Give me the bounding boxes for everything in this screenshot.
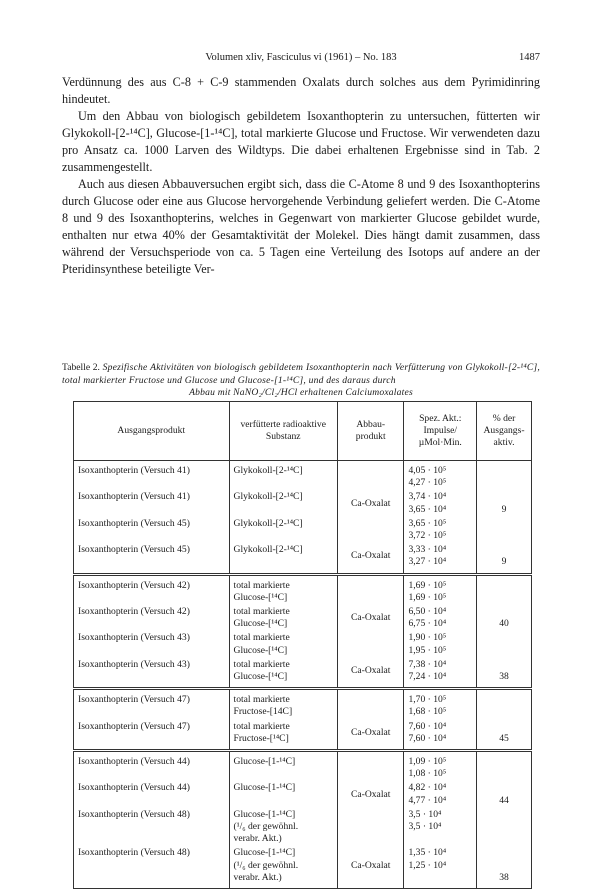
- substance-line: Glucose-[¹⁴C]: [233, 618, 288, 630]
- table-row: [74, 604, 532, 630]
- cell-percent: 40: [477, 604, 532, 630]
- header-percent: % der Ausgangs-aktiv.: [477, 402, 532, 461]
- cell-degradation: Ca-Oxalat: [337, 719, 403, 751]
- substance-line: Glucose-[1-¹⁴C]: [233, 847, 296, 859]
- cell-substance: [229, 630, 337, 656]
- cell-activity: [404, 542, 477, 574]
- cell-substance: [229, 604, 337, 630]
- cell-activity: [404, 807, 477, 846]
- substance-line: verabr. Akt.): [233, 871, 282, 883]
- activity-value: 7,60 · 10⁴: [408, 720, 447, 732]
- table-row: [74, 574, 532, 604]
- substance-line: Glucose-[¹⁴C]: [233, 671, 288, 683]
- cell-percent: 44: [477, 780, 532, 806]
- cell-percent: [477, 689, 532, 719]
- activity-value: 1,25 · 10⁴: [408, 859, 447, 871]
- table-row: [74, 489, 532, 515]
- cell-product: Isoxanthopterin (Versuch 43): [74, 630, 230, 656]
- activity-value: 1,69 · 10⁵: [408, 591, 447, 603]
- cell-percent: 38: [477, 845, 532, 888]
- activity-value: 3,65 · 10⁴: [408, 503, 447, 515]
- activity-value: 4,05 · 10⁵: [408, 465, 447, 476]
- activity-value: 6,75 · 10⁴: [408, 618, 447, 630]
- substance-line: Glykokoll-[2-¹⁴C]: [233, 544, 303, 556]
- table-group: [74, 751, 532, 889]
- cell-substance: [229, 574, 337, 604]
- cell-activity: [404, 751, 477, 781]
- substance-line: Glucose-[¹⁴C]: [233, 591, 288, 603]
- cell-product: Isoxanthopterin (Versuch 44): [74, 780, 230, 806]
- cell-degradation: [337, 689, 403, 719]
- activity-value: 1,70 · 10⁵: [408, 694, 447, 706]
- activity-value: 1,09 · 10⁵: [408, 756, 447, 768]
- cell-percent: [477, 516, 532, 542]
- cell-activity: [404, 461, 477, 490]
- cell-percent: 38: [477, 657, 532, 689]
- cell-substance: [229, 689, 337, 719]
- activity-value: 7,38 · 10⁴: [408, 658, 447, 670]
- substance-line: verabr. Akt.): [233, 833, 282, 845]
- cell-activity: [404, 574, 477, 604]
- activity-value: 1,35 · 10⁴: [408, 847, 447, 859]
- cell-degradation: Ca-Oxalat: [337, 845, 403, 888]
- cell-substance: [229, 845, 337, 888]
- activity-value: 3,27 · 10⁴: [408, 556, 447, 568]
- activity-value: 1,08 · 10⁵: [408, 768, 447, 780]
- page-number: 1487: [519, 52, 540, 63]
- table-row: [74, 807, 532, 846]
- table-group: [74, 689, 532, 751]
- substance-line: total markierte: [233, 694, 290, 706]
- cell-product: Isoxanthopterin (Versuch 42): [74, 604, 230, 630]
- cell-product: Isoxanthopterin (Versuch 41): [74, 489, 230, 515]
- cell-substance: [229, 461, 337, 490]
- substance-line: total markierte: [233, 632, 290, 644]
- substance-line: total markierte: [233, 606, 290, 618]
- substance-line: Glykokoll-[2-¹⁴C]: [233, 517, 303, 529]
- cell-product: Isoxanthopterin (Versuch 48): [74, 845, 230, 888]
- cell-product: Isoxanthopterin (Versuch 42): [74, 574, 230, 604]
- cell-product: Isoxanthopterin (Versuch 43): [74, 657, 230, 689]
- table-caption-text-last: Abbau mit NaNO₂/Cl₂/HCl erhaltenen Calciumoxalates: [189, 387, 413, 398]
- header-degradation: Abbau-produkt: [337, 402, 403, 461]
- table-group: [74, 574, 532, 689]
- cell-product: Isoxanthopterin (Versuch 45): [74, 516, 230, 542]
- substance-line: Glucose-[1-¹⁴C]: [233, 782, 296, 794]
- cell-degradation: [337, 751, 403, 781]
- cell-activity: [404, 489, 477, 515]
- substance-line: Glucose-[1-¹⁴C]: [233, 808, 296, 820]
- cell-percent: [477, 630, 532, 656]
- cell-degradation: [337, 516, 403, 542]
- cell-degradation: [337, 807, 403, 846]
- activity-value: 7,60 · 10⁴: [408, 732, 447, 744]
- cell-activity: [404, 657, 477, 689]
- substance-line: total markierte: [233, 579, 290, 591]
- substance-line: Fructose-[14C]: [233, 706, 293, 718]
- table-caption: [62, 362, 540, 400]
- activity-value: 7,24 · 10⁴: [408, 671, 447, 683]
- cell-product: Isoxanthopterin (Versuch 45): [74, 542, 230, 574]
- activity-value: 6,50 · 10⁴: [408, 606, 447, 618]
- cell-substance: [229, 719, 337, 751]
- activity-value: 1,68 · 10⁵: [408, 706, 447, 718]
- cell-activity: [404, 689, 477, 719]
- table-row: [74, 845, 532, 888]
- activity-value: 3,5 · 10⁴: [408, 821, 442, 833]
- cell-substance: [229, 807, 337, 846]
- table-row: [74, 751, 532, 781]
- cell-product: Isoxanthopterin (Versuch 44): [74, 751, 230, 781]
- cell-substance: [229, 542, 337, 574]
- cell-activity: [404, 604, 477, 630]
- substance-line: Glykokoll-[2-¹⁴C]: [233, 465, 303, 476]
- table-row: [74, 719, 532, 751]
- activity-value: 4,82 · 10⁴: [408, 782, 447, 794]
- cell-degradation: Ca-Oxalat: [337, 657, 403, 689]
- substance-line: Fructose-[¹⁴C]: [233, 732, 289, 744]
- substance-line: total markierte: [233, 658, 290, 670]
- cell-percent: [477, 461, 532, 490]
- cell-degradation: Ca-Oxalat: [337, 489, 403, 515]
- activity-value: 3,33 · 10⁴: [408, 544, 447, 556]
- cell-percent: [477, 574, 532, 604]
- cell-product: Isoxanthopterin (Versuch 47): [74, 689, 230, 719]
- table-group: [74, 461, 532, 575]
- activity-value: 3,5 · 10⁴: [408, 808, 442, 820]
- running-title: Volumen xliv, Fasciculus vi (1961) – No. 183: [205, 52, 397, 63]
- cell-percent: 45: [477, 719, 532, 751]
- cell-percent: [477, 807, 532, 846]
- activity-value: 3,74 · 10⁴: [408, 491, 447, 503]
- substance-line: total markierte: [233, 720, 290, 732]
- cell-percent: 9: [477, 489, 532, 515]
- table-row: [74, 516, 532, 542]
- cell-substance: [229, 489, 337, 515]
- cell-product: Isoxanthopterin (Versuch 48): [74, 807, 230, 846]
- cell-product: Isoxanthopterin (Versuch 41): [74, 461, 230, 490]
- activity-value: 4,27 · 10⁵: [408, 477, 447, 489]
- substance-line: (¹/₆ der gewöhnl.: [233, 821, 299, 833]
- activity-value: 1,69 · 10⁵: [408, 579, 447, 591]
- substance-line: Glucose-[1-¹⁴C]: [233, 756, 296, 768]
- cell-substance: [229, 751, 337, 781]
- substance-line: Glucose-[¹⁴C]: [233, 644, 288, 656]
- table-row: [74, 542, 532, 574]
- cell-activity: [404, 516, 477, 542]
- activity-value: 1,95 · 10⁵: [408, 644, 447, 656]
- cell-activity: [404, 719, 477, 751]
- cell-substance: [229, 657, 337, 689]
- header-product: Ausgangsprodukt: [74, 402, 230, 461]
- cell-degradation: [337, 574, 403, 604]
- cell-product: Isoxanthopterin (Versuch 47): [74, 719, 230, 751]
- activity-value: 4,77 · 10⁴: [408, 794, 447, 806]
- table-caption-label: Tabelle 2.: [62, 362, 100, 373]
- table-caption-text: Spezifische Aktivitäten von biologisch gebildetem Isoxanthopterin nach Verfütterung von Glykokoll-[2-¹⁴C], total markierter Fructose und Glucose und Glucose-[1-¹⁴C], und des daraus durch: [62, 362, 541, 386]
- cell-activity: [404, 780, 477, 806]
- table-header-row: [74, 402, 532, 461]
- paragraph: Verdünnung des aus C-8 + C-9 stammenden Oxalats durch solches aus dem Pyrimidinring hindeutet.: [62, 75, 540, 106]
- table-row: [74, 657, 532, 689]
- running-header: [62, 52, 540, 66]
- header-substance: verfütterte radioaktive Substanz: [229, 402, 337, 461]
- results-table: [73, 401, 532, 889]
- body-text: [62, 74, 540, 278]
- cell-degradation: Ca-Oxalat: [337, 542, 403, 574]
- cell-degradation: Ca-Oxalat: [337, 604, 403, 630]
- paragraph: Auch aus diesen Abbauversuchen ergibt sich, dass die C-Atome 8 und 9 des Isoxanthopterins durch Glucose oder eine aus Glucose hervorgehende Verbindung geliefert werden. Die C-Atome 8 und 9 des Isoxanthopterins, welches in Gegenwart von markierter Glucose gebildet wurde, enthalten nur etwa 40% der Gesamtaktivität der Molekel. Dies hängt damit zusammen, dass während der Versuchsperiode von ca. 5 Tagen eine Verteilung des Isotops auf andere an der Pteridinsynthese beteiligte Ver-: [62, 177, 540, 276]
- cell-substance: [229, 516, 337, 542]
- cell-activity: [404, 630, 477, 656]
- cell-degradation: Ca-Oxalat: [337, 780, 403, 806]
- cell-degradation: [337, 630, 403, 656]
- paragraph: Um den Abbau von biologisch gebildetem Isoxanthopterin zu untersuchen, fütterten wir Glykokoll-[2-¹⁴C], Glucose-[1-¹⁴C], total markierte Glucose und Fructose. Wir verwendeten dazu pro Ansatz ca. 1000 Larven des Wildtyps. Die dabei erhaltenen Ergebnisse sind in Tab. 2 zusammengestellt.: [62, 109, 540, 174]
- activity-value: 3,65 · 10⁵: [408, 517, 447, 529]
- table-row: [74, 461, 532, 490]
- cell-percent: 9: [477, 542, 532, 574]
- cell-activity: [404, 845, 477, 888]
- substance-line: (¹/₆ der gewöhnl.: [233, 859, 299, 871]
- table-row: [74, 630, 532, 656]
- substance-line: Glykokoll-[2-¹⁴C]: [233, 491, 303, 503]
- cell-degradation: [337, 461, 403, 490]
- table-row: [74, 689, 532, 719]
- activity-value: 1,90 · 10⁵: [408, 632, 447, 644]
- header-activity: Spez. Akt.: Impulse/ µMol·Min.: [404, 402, 477, 461]
- table-row: [74, 780, 532, 806]
- cell-substance: [229, 780, 337, 806]
- activity-value: 3,72 · 10⁵: [408, 530, 447, 542]
- cell-percent: [477, 751, 532, 781]
